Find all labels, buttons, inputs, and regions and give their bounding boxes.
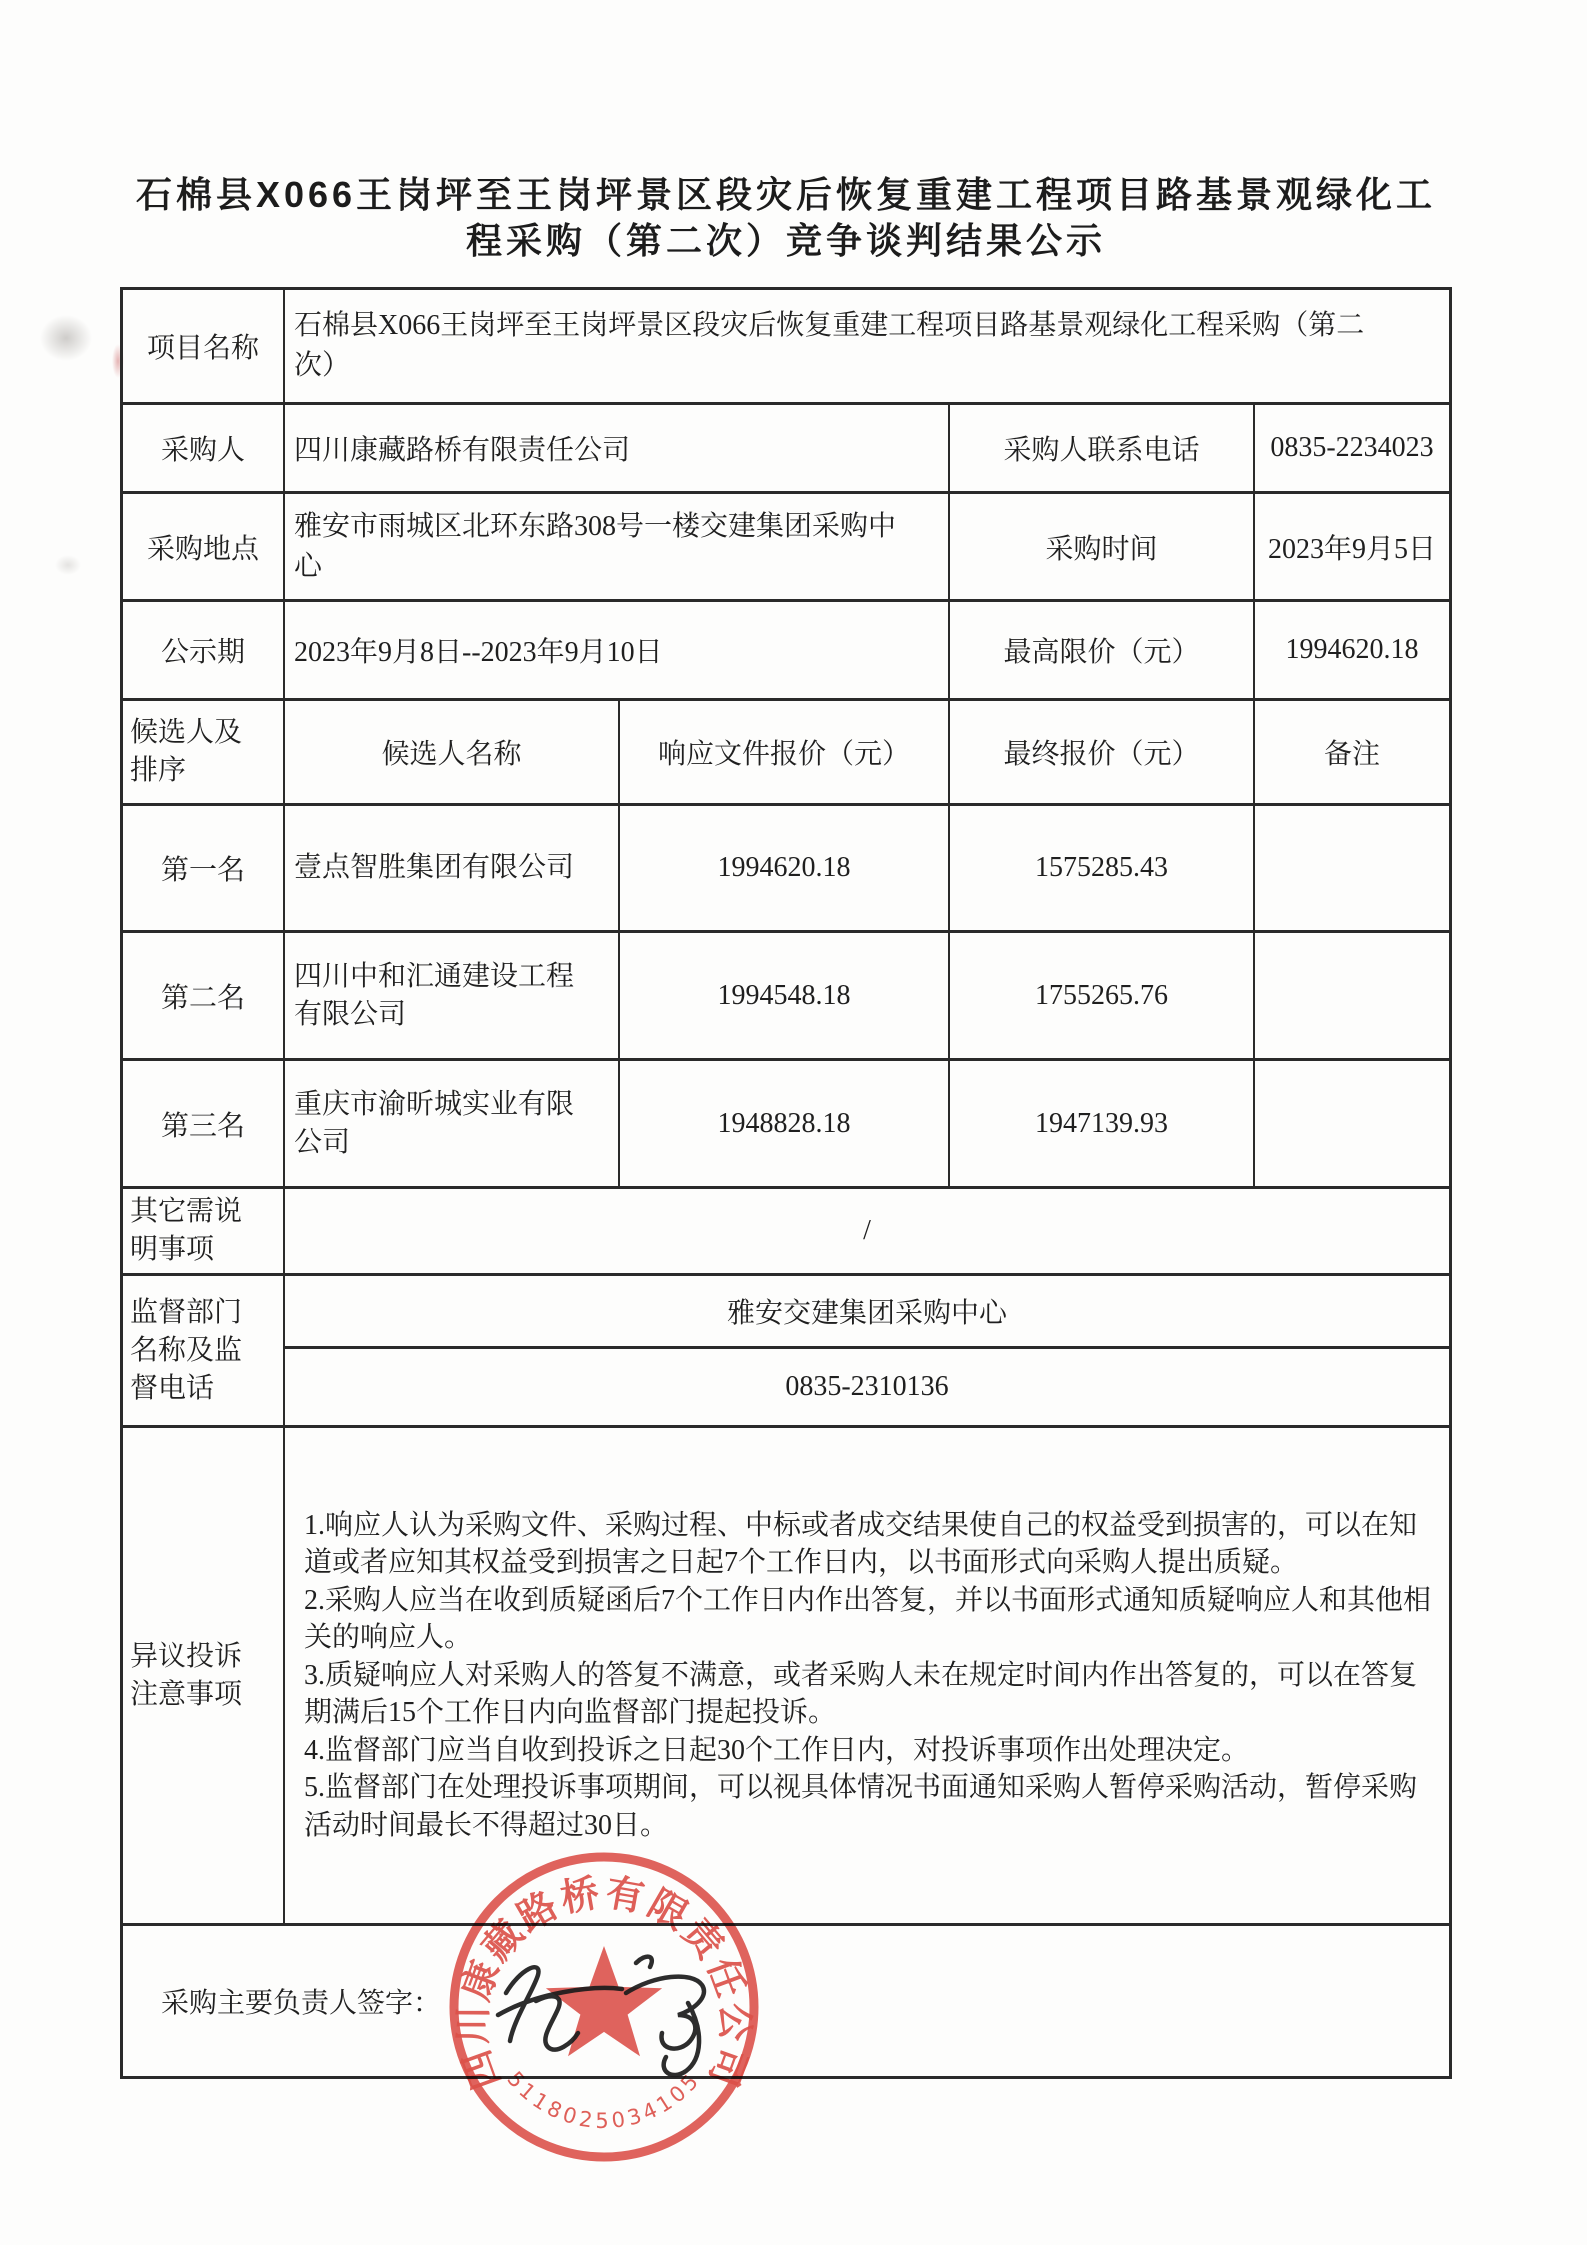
candidate-2-name: 四川中和汇通建设工程有限公司 xyxy=(283,933,618,1058)
table-row-candidate-2 xyxy=(123,930,1449,1058)
remark-header: 备注 xyxy=(1253,701,1449,803)
supervisor-name: 雅安交建集团采购中心 xyxy=(726,1298,1007,1330)
row-signature xyxy=(123,1923,1449,2076)
supervisor-values xyxy=(283,1276,1449,1425)
publicity-period-value: 2023年9月8日--2023年9月10日 xyxy=(283,602,948,698)
row-candidates-header xyxy=(123,698,1449,803)
signature-stroke xyxy=(536,1996,578,2049)
location-value: 雅安市雨城区北环东路308号一楼交建集团采购中心 xyxy=(283,494,948,599)
candidate-1-rank: 第一名 xyxy=(160,855,245,886)
max-price-value: 1994620.18 xyxy=(1253,602,1449,698)
candidate-3-remark xyxy=(1253,1061,1449,1186)
candidate-3-final-price: 1947139.93 xyxy=(948,1061,1253,1186)
max-price-label: 最高限价（元） xyxy=(948,602,1253,698)
project-name-label: 项目名称 xyxy=(146,333,259,364)
candidate-2-rank: 第二名 xyxy=(160,982,245,1014)
objection-item-3: 3.质疑响应人对采购人的答复不满意，或者采购人未在规定时间内作出答复的，可以在答复期满后15个工作日内向监督部门提起投诉。 xyxy=(304,1659,1418,1729)
objection-item-5: 5.监督部门在处理投诉事项期间，可以视具体情况书面通知采购人暂停采购活动，暂停采购活动时间最长不得超过30日。 xyxy=(304,1772,1418,1841)
purchase-time-value: 2023年9月5日 xyxy=(1253,494,1449,599)
supervisor-phone: 0835-2310136 xyxy=(285,1346,1449,1425)
row-other-notes xyxy=(123,1186,1449,1273)
row-project-name xyxy=(123,290,1449,402)
candidate-2-remark xyxy=(1253,933,1449,1058)
purchase-time-label: 采购时间 xyxy=(948,494,1253,599)
signature-stroke xyxy=(636,1957,652,1967)
doc-price-header: 响应文件报价（元） xyxy=(618,701,948,803)
signature-label: 采购主要负责人签字： xyxy=(161,1988,442,2019)
document-title-line-1: 石棉县X066王岗坪至王岗坪景区段灾后恢复重建工程项目路基景观绿化工 xyxy=(135,174,1437,215)
result-announcement-table xyxy=(120,287,1452,2079)
row-location xyxy=(123,491,1449,599)
candidates-rank-header: 候选人及排序 xyxy=(130,717,243,786)
purchaser-phone-value: 0835-2234023 xyxy=(1253,405,1449,491)
candidate-3-rank: 第三名 xyxy=(160,1110,245,1142)
project-name-value: 石棉县X066王岗坪至王岗坪景区段灾后恢复重建工程项目路基景观绿化工程采购（第二次） xyxy=(283,290,1449,402)
objection-item-2: 2.采购人应当在收到质疑函后7个工作日内作出答复，并以书面形式通知质疑响应人和其他相关的响应人。 xyxy=(304,1584,1432,1654)
document-title-line-2: 程采购（第二次）竞争谈判结果公示 xyxy=(465,220,1106,261)
candidate-1-remark xyxy=(1253,806,1449,930)
candidate-3-doc-price: 1948828.18 xyxy=(618,1061,948,1186)
objection-item-4: 4.监督部门应当自收到投诉之日起30个工作日内，对投诉事项作出处理决定。 xyxy=(304,1734,1250,1766)
table-row-candidate-1 xyxy=(123,803,1449,930)
location-label: 采购地点 xyxy=(146,533,259,565)
objection-label: 异议投诉注意事项 xyxy=(130,1640,243,1710)
table-row-candidate-3 xyxy=(123,1058,1449,1186)
purchaser-phone-label: 采购人联系电话 xyxy=(948,405,1253,491)
candidate-1-name: 壹点智胜集团有限公司 xyxy=(283,806,618,930)
other-notes-label: 其它需说明事项 xyxy=(130,1196,243,1265)
final-price-header: 最终报价（元） xyxy=(948,701,1253,803)
supervisor-label: 监督部门名称及监督电话 xyxy=(130,1296,243,1404)
scan-smudge-artifact xyxy=(40,315,92,361)
purchaser-label: 采购人 xyxy=(160,435,245,466)
objection-item-1: 1.响应人认为采购文件、采购过程、中标或者成交结果使自己的权益受到损害的，可以在知道或者应知其权益受到损害之日起7个工作日内，以书面形式向采购人提出质疑。 xyxy=(304,1509,1418,1579)
signature-handwriting xyxy=(440,1843,770,2178)
seal-number: 5118025034105 xyxy=(502,2066,706,2133)
seal-company-name: 四川康藏路桥有限责任公司 xyxy=(452,1871,756,2095)
document-title xyxy=(120,172,1452,264)
row-objection-notice xyxy=(123,1425,1449,1923)
candidate-name-header: 候选人名称 xyxy=(283,701,618,803)
other-notes-value: / xyxy=(283,1189,1449,1273)
scan-smudge-artifact xyxy=(55,555,81,575)
candidate-2-doc-price: 1994548.18 xyxy=(618,933,948,1058)
candidate-3-name: 重庆市渝昕城实业有限公司 xyxy=(283,1061,618,1186)
candidate-1-doc-price: 1994620.18 xyxy=(618,806,948,930)
objection-paragraphs xyxy=(294,1507,1444,1845)
candidate-1-final-price: 1575285.43 xyxy=(948,806,1253,930)
purchaser-value: 四川康藏路桥有限责任公司 xyxy=(283,405,948,491)
row-purchaser xyxy=(123,402,1449,491)
candidate-2-final-price: 1755265.76 xyxy=(948,933,1253,1058)
publicity-period-label: 公示期 xyxy=(160,637,245,668)
row-publicity-period xyxy=(123,599,1449,698)
row-supervisor xyxy=(123,1273,1449,1425)
